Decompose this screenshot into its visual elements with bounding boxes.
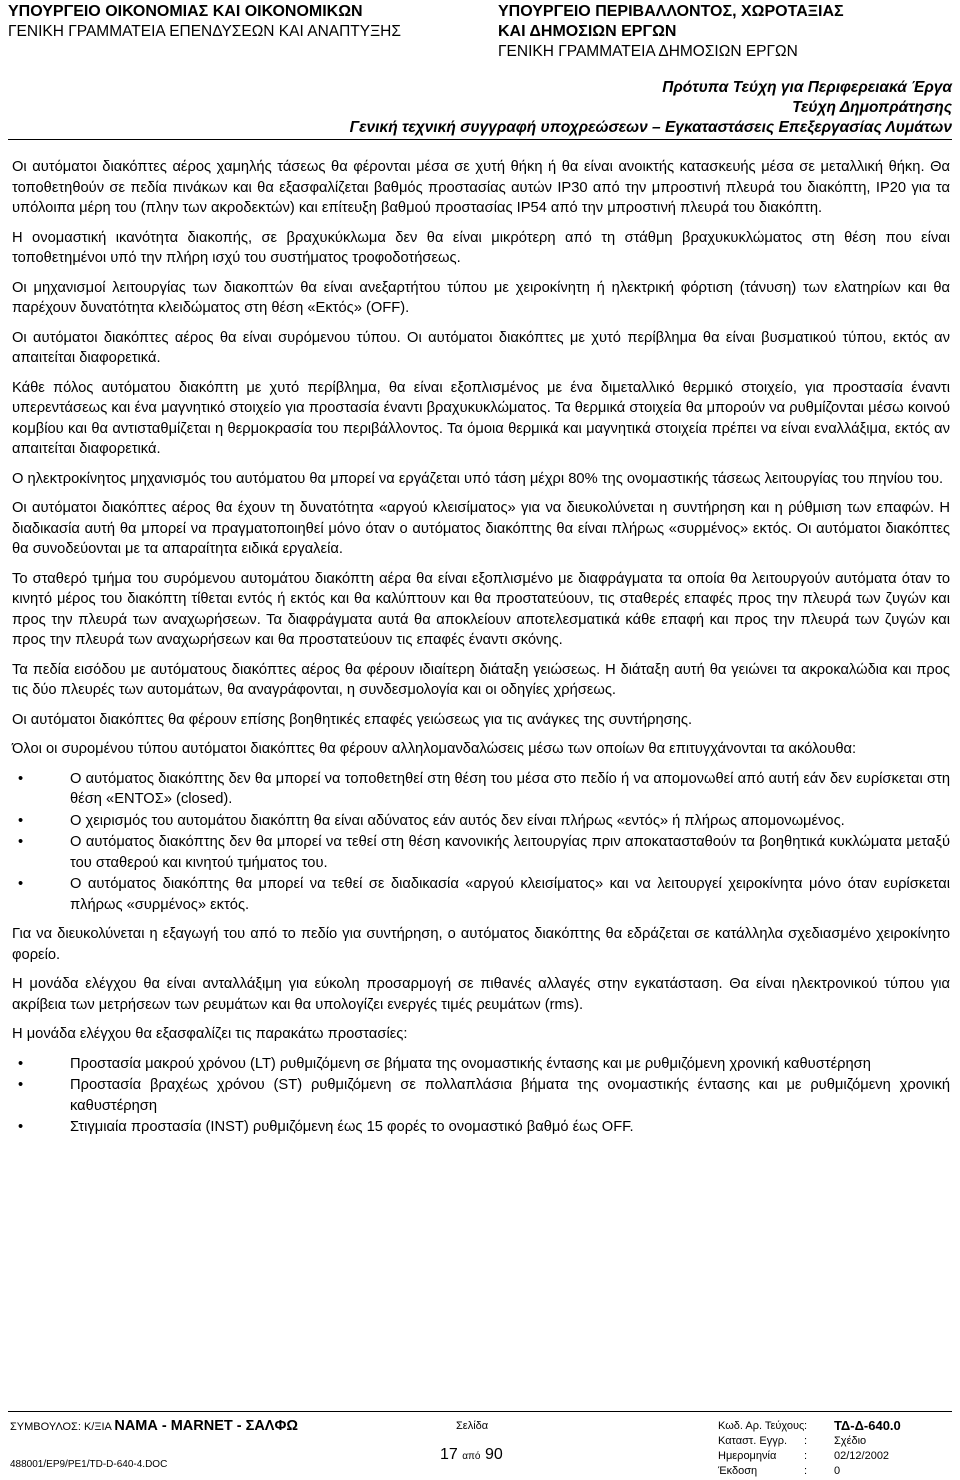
- meta-value: ΤΔ-Δ-640.0: [834, 1418, 901, 1433]
- paragraph: Κάθε πόλος αυτόματου διακόπτη με χυτό περίβλημα, θα είναι εξοπλισμένος με ένα διμεταλλικό θερμικό στοιχείο, για προστασία έναντι υπερεντάσεως και ένα μαγνητικό στοιχείο για προστασία έναντι βραχυκυκλώματος. Τα θερμικά στοιχεία θα μπορούν να ρυθμίζονται μέσω κοινού κομβίου και θα αντισταθμίζεται η θερμοκρασία του περιβάλλοντος. Τα όμοια θερμικά και μαγνητικά στοιχεία πρέπει να είναι εναλλάξιμα, εκτός αν απαιτείται διαφορετικά.: [12, 379, 950, 457]
- paragraph: Για να διευκολύνεται η εξαγωγή του από το πεδίο για συντήρηση, ο αυτόματος διακόπτης θα εδράζεται σε κατάλληλα σχεδιασμένο χειροκίνητο φορείο.: [12, 926, 950, 963]
- paragraph: Οι αυτόματοι διακόπτες αέρος θα έχουν τη δυνατότητα «αργού κλεισίματος» για να διευκολύνεται η συντήρηση και η ρύθμιση των επαφών. Η διαδικασία αυτή θα μπορεί να πραγματοποιηθεί μόνο όταν ο αυτόματος διακόπτης θα είναι πλήρως «συρμένος» εκτός. Οι αυτόματοι διακόπτες θα συνοδεύονται με τα απαραίτητα ειδικά εργαλεία.: [12, 500, 950, 557]
- header-divider: [8, 139, 952, 140]
- header-left: [8, 2, 478, 42]
- list-item: • Ο αυτόματος διακόπτης θα μπορεί να τεθεί σε διαδικασία «αργού κλεισίματος» και να λειτουργεί χειροκίνητα μόνο όταν ευρίσκεται πλήρως «συρμένος» εκτός.: [18, 876, 950, 913]
- list-item: • Προστασία μακρού χρόνου (LT) ρυθμιζόμενη σε βήματα της ονομαστικής έντασης και με ρυθμιζόμενη χρονική καθυστέρηση: [12, 1054, 950, 1075]
- secretariat-public-works: ΓΕΝΙΚΗ ΓΡΑΜΜΑΤΕΙΑ ΔΗΜΟΣΙΩΝ ΕΡΓΩΝ: [498, 43, 798, 60]
- paragraph: Η μονάδα ελέγχου θα εξασφαλίζει τις παρακάτω προστασίες:: [12, 1026, 408, 1042]
- paragraph: Το σταθερό τμήμα του συρόμενου αυτομάτου διακόπτη αέρα θα είναι εξοπλισμένο με διαφράγματα τα οποία θα λειτουργούν αυτόματα όταν το κινητό μέρος του διακόπτη τίθεται εντός ή εκτός και θα καλύπτουν και θα προστατεύουν, τις σταθερές επαφές προς την πλευρά των ζυγών και προς την πλευρά των αναχωρήσεων. Τα διαφράγματα αυτά θα αποκλείουν αποτελεσματικά κάθε επαφή και προς την πλευρά των ζυγών και προς την πλευρά των αναχωρήσεων και θα προστατεύουν τις επαφές έναντι σκόνης.: [12, 570, 950, 648]
- consultant-name: ΝΑΜΑ - MARNET - ΣΑΛΦΩ: [114, 1418, 299, 1434]
- meta-row: [718, 1464, 954, 1479]
- meta-value: 02/12/2002: [834, 1450, 890, 1462]
- secretariat-investment: ΓΕΝΙΚΗ ΓΡΑΜΜΑΤΕΙΑ ΕΠΕΝΔΥΣΕΩΝ ΚΑΙ ΑΝΑΠΤΥΞΗΣ: [8, 23, 401, 40]
- paragraph: Οι αυτόματοι διακόπτες θα φέρουν επίσης βοηθητικές επαφές γειώσεως για τις ανάγκες της συντήρησης.: [12, 711, 693, 728]
- meta-colon: :: [804, 1465, 808, 1477]
- bullet-icon: •: [18, 1077, 24, 1093]
- footer-consultant: [10, 1419, 298, 1434]
- protection-list: [12, 1054, 950, 1138]
- ministry-finance: ΥΠΟΥΡΓΕΙΟ ΟΙΚΟΝΟΜΙΑΣ ΚΑΙ ΟΙΚΟΝΟΜΙΚΩΝ: [8, 3, 363, 20]
- bullet-icon: •: [18, 876, 24, 892]
- footer-divider: [8, 1411, 952, 1412]
- document-body: [12, 157, 950, 1147]
- ministry-environment-line1: ΥΠΟΥΡΓΕΙΟ ΠΕΡΙΒΑΛΛΟΝΤΟΣ, ΧΩΡΟΤΑΞΙΑΣ: [498, 3, 844, 20]
- paragraph: Τα πεδία εισόδου με αυτόματους διακόπτες αέρος θα φέρουν ιδιαίτερη διάταξη γειώσεως. Η διάταξη αυτή θα γειώνει τα ακροκαλώδια και προς τις δύο πλευρές των αυτομάτων, θα αναγράφονται, η συνδεσμολογία και οι οδηγίες χρήσεως.: [12, 661, 950, 698]
- meta-row: [718, 1419, 954, 1434]
- bullet-icon: •: [18, 770, 24, 787]
- list-item: • Ο χειρισμός του αυτομάτου διακόπτη θα είναι αδύνατος εάν αυτός δεν είναι πλήρως «εντός» ή πλήρως απομονωμένος.: [12, 811, 950, 832]
- list-item: • Στιγμιαία προστασία (INST) ρυθμιζόμενη έως 15 φορές το ονομαστικό βαθμό έως OFF.: [12, 1117, 950, 1138]
- list-item: • Ο αυτόματος διακόπτης δεν θα μπορεί να τεθεί στη θέση κανονικής λειτουργίας πριν αποκατασταθούν τα βοηθητικά κυκλώματα μεταξύ του σταθερού και κινητού τμήματος του.: [18, 834, 950, 871]
- list-item: • Προστασία βραχέως χρόνου (ST) ρυθμιζόμενη σε πολλαπλάσια βήματα της ονομαστικής έντασης και με ρυθμιζόμενη χρονική καθυστέρηση: [18, 1077, 950, 1114]
- bullet-icon: •: [18, 1055, 24, 1072]
- footer-page-label: Σελίδα: [456, 1420, 489, 1432]
- list-item: • Ο αυτόματος διακόπτης δεν θα μπορεί να τοποθετηθεί στη θέση του μέσα στο πεδίο ή να απομονωθεί από αυτή εάν δεν ευρίσκεται στη θέση «ΕΝΤΟΣ» (closed).: [18, 770, 950, 807]
- interlock-list: [12, 769, 950, 916]
- page-of: από: [462, 1451, 481, 1462]
- ministry-environment-line2: ΚΑΙ ΔΗΜΟΣΙΩΝ ΕΡΓΩΝ: [498, 23, 677, 40]
- bullet-icon: •: [18, 834, 24, 850]
- header-right: [498, 2, 953, 62]
- footer-meta: [718, 1419, 954, 1479]
- meta-value: Σχέδιο: [834, 1435, 867, 1447]
- bullet-icon: •: [18, 812, 24, 829]
- meta-colon: :: [804, 1450, 808, 1462]
- document-titles: [8, 78, 952, 138]
- meta-key: Κωδ. Αρ. Τεύχους: [718, 1420, 805, 1432]
- paragraph: Όλοι οι συρομένου τύπου αυτόματοι διακόπτες θα φέρουν αλληλομανδαλώσεις μέσω των οποίων θα επιτυγχάνονται τα ακόλουθα:: [12, 741, 857, 757]
- page-total: 90: [484, 1446, 503, 1463]
- meta-colon: :: [804, 1420, 808, 1432]
- footer-doc-file: 488001/EP9/PE1/TD-D-640-4.DOC: [10, 1459, 168, 1470]
- title-general-spec: Γενική τεχνική συγγραφή υποχρεώσεων – Εγκαταστάσεις Επεξεργασίας Λυμάτων: [349, 119, 952, 136]
- meta-key: Καταστ. Εγγρ.: [718, 1435, 788, 1447]
- title-tender-issues: Τεύχη Δημοπράτησης: [792, 99, 952, 116]
- consultant-label: ΣΥΜΒΟΥΛΟΣ: Κ/ΞΙΑ: [10, 1421, 112, 1433]
- meta-value: 0: [834, 1465, 841, 1477]
- paragraph: Οι αυτόματοι διακόπτες αέρος θα είναι συρόμενου τύπου. Οι αυτόματοι διακόπτες με χυτό περίβλημα θα είναι βυσματικού τύπου, εκτός αν απαιτείται διαφορετικά.: [12, 329, 950, 366]
- meta-row: [718, 1449, 954, 1464]
- meta-key: Ημερομηνία: [718, 1450, 777, 1462]
- footer-page-number: [440, 1448, 503, 1464]
- paragraph: Ο ηλεκτροκίνητος μηχανισμός του αυτόματου θα μπορεί να εργάζεται υπό τάση μέχρι 80% της ονομαστικής τάσεως λειτουργίας του πηνίου του.: [12, 470, 944, 487]
- title-standard-issues: Πρότυπα Τεύχη για Περιφερειακά Έργα: [662, 79, 952, 96]
- meta-colon: :: [804, 1435, 808, 1447]
- paragraph: Οι μηχανισμοί λειτουργίας των διακοπτών θα είναι ανεξαρτήτου τύπου με χειροκίνητη ή ηλεκτρική φόρτιση (τάνυση) των ελατηρίων και θα παρέχουν δυνατότητα κλειδώματος στη θέση «Εκτός» (OFF).: [12, 279, 950, 316]
- bullet-icon: •: [18, 1119, 24, 1135]
- paragraph: Η μονάδα ελέγχου θα είναι ανταλλάξιμη για εύκολη προσαρμογή σε πιθανές αλλαγές στην εγκατάσταση. Θα είναι ηλεκτρονικού τύπου για ακρίβεια των μετρήσεων των ρευμάτων και θα υπολογίζει ενεργές τιμές ρευμάτων (rms).: [12, 976, 950, 1013]
- page-current: 17: [440, 1446, 458, 1463]
- meta-key: Έκδοση: [718, 1465, 758, 1477]
- paragraph: Η ονομαστική ικανότητα διακοπής, σε βραχυκύκλωμα δεν θα είναι μικρότερη από τη στάθμη βραχυκυκλώματος στη θέση που είναι τοποθετημένοι υπό την πλήρη ισχύ του συστήματος τροφοδοτήσεως.: [12, 229, 950, 266]
- paragraph: Οι αυτόματοι διακόπτες αέρος χαμηλής τάσεως θα φέρονται μέσα σε χυτή θήκη ή θα είναι ανοικτής κατασκευής μέσα σε μεταλλική θήκη. Θα τοποθετηθούν σε πεδία πινάκων και θα εξασφαλίζεται βαθμός προστασίας αυτών IP30 από την μπροστινή πλευρά του διακόπτη, IP20 για τα υπόλοιπα μέρη του (πλην των ακροδεκτών) και επίτευξη βαθμού προστασίας IP54 από την μπροστινή πλευρά του διακόπτη.: [12, 159, 950, 216]
- meta-row: [718, 1434, 954, 1449]
